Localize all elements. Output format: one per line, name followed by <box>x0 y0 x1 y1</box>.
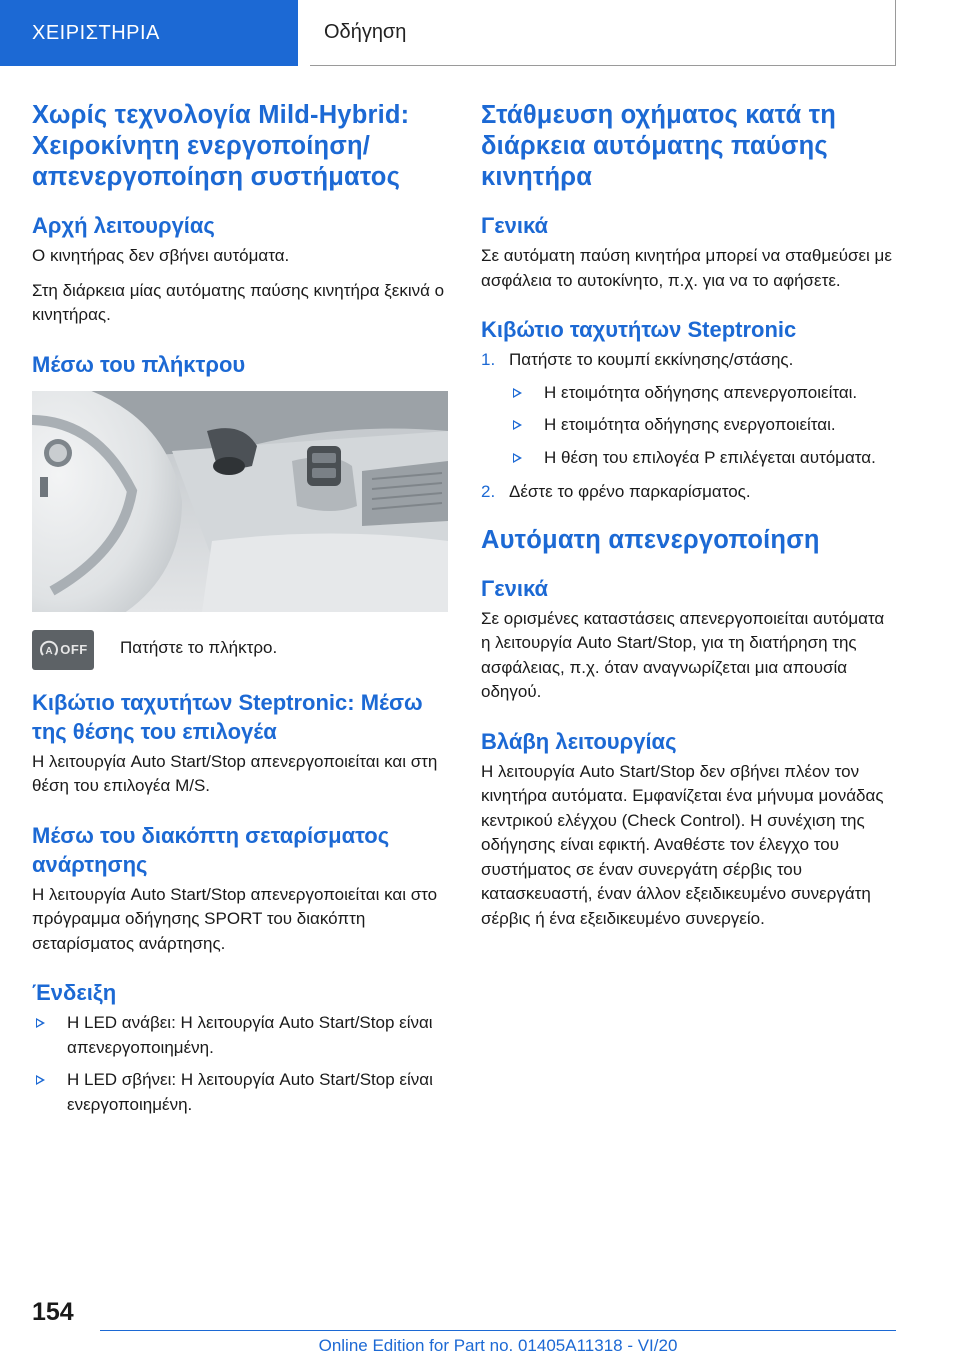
fault-heading: Βλάβη λειτουργίας <box>481 728 677 754</box>
indicator-list <box>32 1011 448 1117</box>
list-item: Η θέση του επιλογέα P επιλέγεται αυτόματα. <box>509 446 897 471</box>
triangle-bullet-icon <box>513 388 522 398</box>
principle-heading: Αρχή λειτουργίας <box>32 213 215 238</box>
off-button-row <box>32 630 448 670</box>
steptronic-heading-right: Κιβώτιο ταχυτήτων Steptronic <box>481 317 797 342</box>
step-text: Πατήστε το κουμπί εκκίνησης/στάσης. <box>509 350 794 369</box>
triangle-bullet-icon <box>36 1018 45 1028</box>
indicator-heading: Ένδειξη <box>32 980 117 1005</box>
principle-paragraph-2: Στη διάρκεια μίας αυτόματης παύσης κινητήρα ξεκινά ο κινητήρας. <box>32 280 445 324</box>
auto-deactivation-title: Αυτόματη απενεργοποίηση <box>481 525 820 554</box>
triangle-bullet-icon <box>36 1075 45 1085</box>
general-heading: Γενικά <box>481 213 549 238</box>
page-number: 154 <box>32 1298 74 1326</box>
button-instruction: Πατήστε το πλήκτρο. <box>120 637 278 657</box>
auto-general-paragraph: Σε ορισμένες καταστάσεις απενεργοποιείται αυτόματα η λειτουργία Auto Start/Stop, για τη διατήρηση της ασφάλειας, π.χ. όταν αναγνωρίζεται μια απουσία οδηγού. <box>481 608 885 701</box>
step-number: 2. <box>481 482 496 501</box>
auto-start-stop-icon <box>38 639 60 661</box>
list-item: Η ετοιμότητα οδήγησης απενεργοποιείται. <box>509 381 897 406</box>
auto-general-heading: Γενικά <box>481 575 549 601</box>
steptronic-paragraph: Η λειτουργία Auto Start/Stop απενεργοποιείται και στη θέση του επιλογέα M/S. <box>32 751 438 795</box>
steptronic-heading-left: Κιβώτιο ταχυτήτων Steptronic: Μέσω της θέσης του επιλογέα <box>32 689 423 744</box>
step-number: 1. <box>481 350 496 369</box>
suspension-heading: Μέσω του διακόπτη σεταρίσματος ανάρτησης <box>32 822 390 877</box>
dashboard-photo <box>32 391 448 612</box>
right-title: Στάθμευση οχήματος κατά τη διάρκεια αυτόματης παύσης κινητήρα <box>481 101 837 191</box>
left-title: Χωρίς τεχνολογία Mild-Hybrid: Χειροκίνητη ενεργοποίηση/απενεργοποίηση συστήματος <box>32 101 410 191</box>
triangle-bullet-icon <box>513 420 522 430</box>
steps-list <box>481 348 897 505</box>
section-title: Οδήγηση <box>310 0 896 66</box>
step-text: Δέστε το φρένο παρκαρίσματος. <box>509 482 751 501</box>
step-item <box>481 480 897 505</box>
footer-divider <box>100 1330 896 1331</box>
chapter-tab: ΧΕΙΡΙΣΤΗΡΙΑ <box>0 0 298 66</box>
fault-paragraph: Η λειτουργία Auto Start/Stop δεν σβήνει πλέον τον κινητήρα αυτόματα. Εμφανίζεται ένα μήνυμα μονάδας κεντρικού ελέγχου (Check Control). Η συνέχιση της οδήγησης είναι εφικτή. Αναθέστε τον έλεγχο του συστήματος σε έναν συνεργάτη σέρβις του κατασκευαστή, έναν άλλον εξειδικευμένο συνεργάτη σέρβις ή ένα εξειδικευμένο συνεργείο. <box>481 761 884 928</box>
step-item <box>481 348 897 470</box>
right-column <box>481 100 897 941</box>
triangle-bullet-icon <box>513 453 522 463</box>
list-item: Η LED σβήνει: Η λειτουργία Auto Start/Stop είναι ενεργοποιημένη. <box>32 1068 448 1117</box>
list-item: Η ετοιμότητα οδήγησης ενεργοποιείται. <box>509 413 897 438</box>
list-item: Η LED ανάβει: Η λειτουργία Auto Start/Stop είναι απενεργοποιημένη. <box>32 1011 448 1060</box>
auto-start-stop-off-button[interactable] <box>32 630 94 670</box>
svg-text:A: A <box>45 645 53 657</box>
step-sublist <box>509 381 897 471</box>
general-paragraph: Σε αυτόματη παύση κινητήρα μπορεί να σταθμεύσει με ασφάλεια το αυτοκίνητο, π.χ. για να το αφήσετε. <box>481 246 892 290</box>
left-column <box>32 100 448 1127</box>
footer-edition: Online Edition for Part no. 01405A11318 - VI/20 <box>318 1336 678 1355</box>
principle-paragraph-1: Ο κινητήρας δεν σβήνει αυτόματα. <box>32 246 290 265</box>
off-label: OFF <box>60 642 88 657</box>
suspension-paragraph: Η λειτουργία Auto Start/Stop απενεργοποιείται και στο πρόγραμμα οδήγησης SPORT του διακόπτη σεταρίσματος ανάρτησης. <box>32 884 438 953</box>
button-heading: Μέσω του πλήκτρου <box>32 351 246 377</box>
